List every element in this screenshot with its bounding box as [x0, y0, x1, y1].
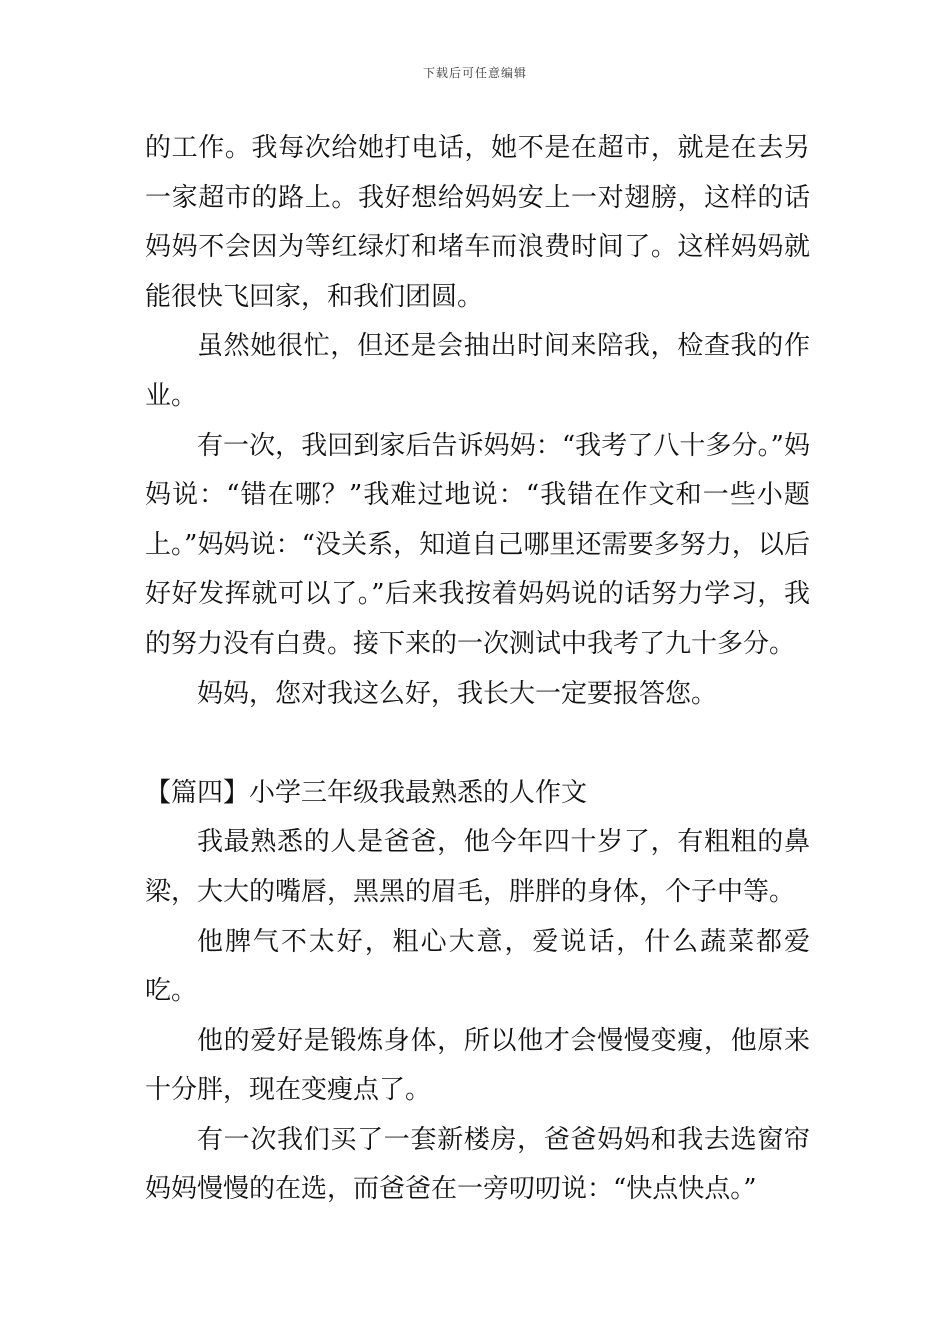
page-header: 下载后可任意编辑 [422, 66, 527, 80]
paragraph-father-hobby: 他的爱好是锻炼身体，所以他才会慢慢变瘦，他原来十分胖，现在变瘦点了。 [145, 1025, 810, 1106]
paragraph-exam-story: 有一次，我回到家后告诉妈妈：“我考了八十多分。”妈妈说：“错在哪？”我难过地说：“我错在作文和一些小题上。”妈妈说：“没关系，知道自己哪里还需要多努力，以后好好发挥就可以了。”后来我按着妈妈说的话努力学习，我的努力没有白费。接下来的一次测试中我考了九十多分。 [145, 430, 810, 659]
document-body [145, 124, 810, 1215]
section-spacer [145, 719, 810, 769]
paragraph-continuation: 的工作。我每次给她打电话，她不是在超市，就是在去另一家超市的路上。我好想给妈妈安上一对翅膀，这样的话妈妈不会因为等红绿灯和堵车而浪费时间了。这样妈妈就能很快飞回家，和我们团圆。 [145, 133, 810, 312]
paragraph-busy-mother: 虽然她很忙，但还是会抽出时间来陪我，检查我的作业。 [145, 331, 810, 411]
paragraph-father-description: 我最熟悉的人是爸爸，他今年四十岁了，有粗粗的鼻梁，大大的嘴唇，黑黑的眉毛，胖胖的身体，个子中等。 [145, 827, 810, 907]
paragraph-father-temper: 他脾气不太好，粗心大意，爱说话，什么蔬菜都爱吃。 [145, 926, 810, 1007]
paragraph-curtain-story: 有一次我们买了一套新楼房，爸爸妈妈和我去选窗帘妈妈慢慢的在选，而爸爸在一旁叨叨说：“快点快点。” [145, 1124, 810, 1205]
paragraph-gratitude: 妈妈，您对我这么好，我长大一定要报答您。 [197, 678, 718, 709]
section-heading: 【篇四】小学三年级我最熟悉的人作文 [145, 777, 588, 808]
